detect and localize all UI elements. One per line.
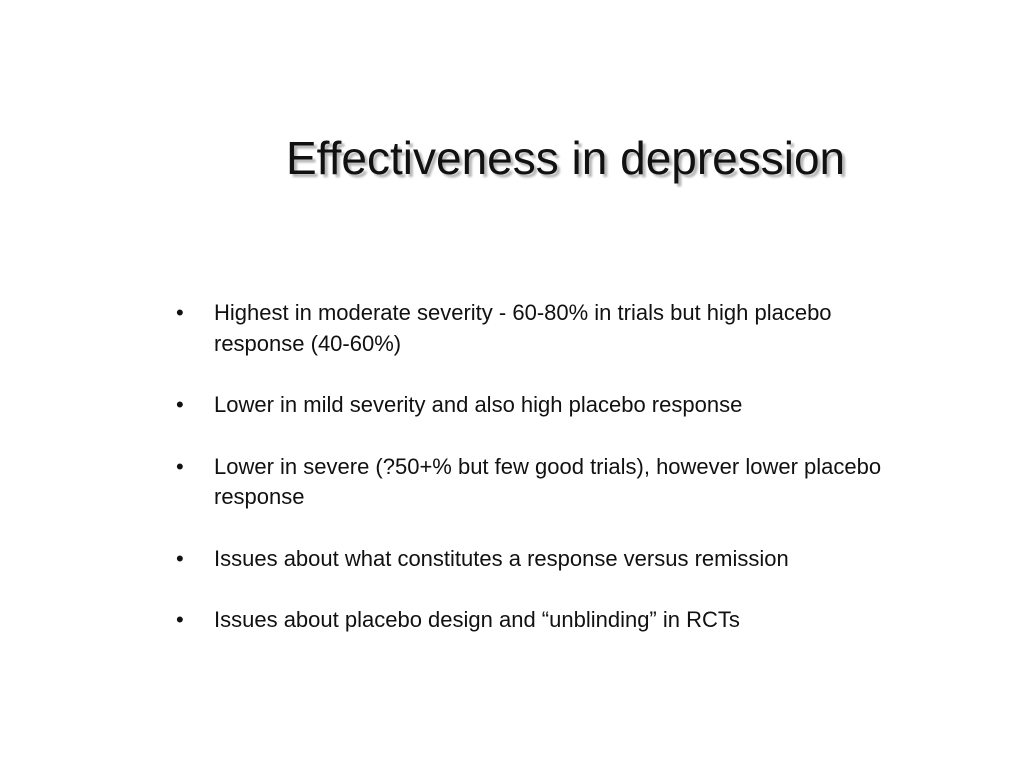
bullet-item — [172, 298, 912, 359]
bullet-item — [172, 605, 912, 636]
bullet-item — [172, 390, 912, 421]
bullet-item — [172, 452, 912, 513]
bullet-text: Highest in moderate severity - 60-80% in trials but high placebo response (40-60%) — [214, 300, 832, 356]
bullet-dot-icon: • — [176, 392, 184, 417]
bullet-text: Issues about what constitutes a response versus remission — [214, 545, 789, 571]
bullet-text: Lower in mild severity and also high placebo response — [214, 392, 743, 417]
bullet-dot-icon: • — [176, 607, 184, 632]
slide-title: Effectiveness in depression — [286, 132, 846, 184]
bullet-text: Lower in severe (?50+% but few good trials), however lower placebo response — [214, 453, 882, 509]
bullet-dot-icon: • — [176, 545, 184, 571]
bullet-item — [172, 544, 912, 575]
bullet-dot-icon: • — [176, 453, 184, 479]
bullet-list — [172, 298, 912, 636]
bullet-text: Issues about placebo design and “unblinding” in RCTs — [214, 607, 740, 632]
bullet-dot-icon: • — [176, 300, 184, 325]
